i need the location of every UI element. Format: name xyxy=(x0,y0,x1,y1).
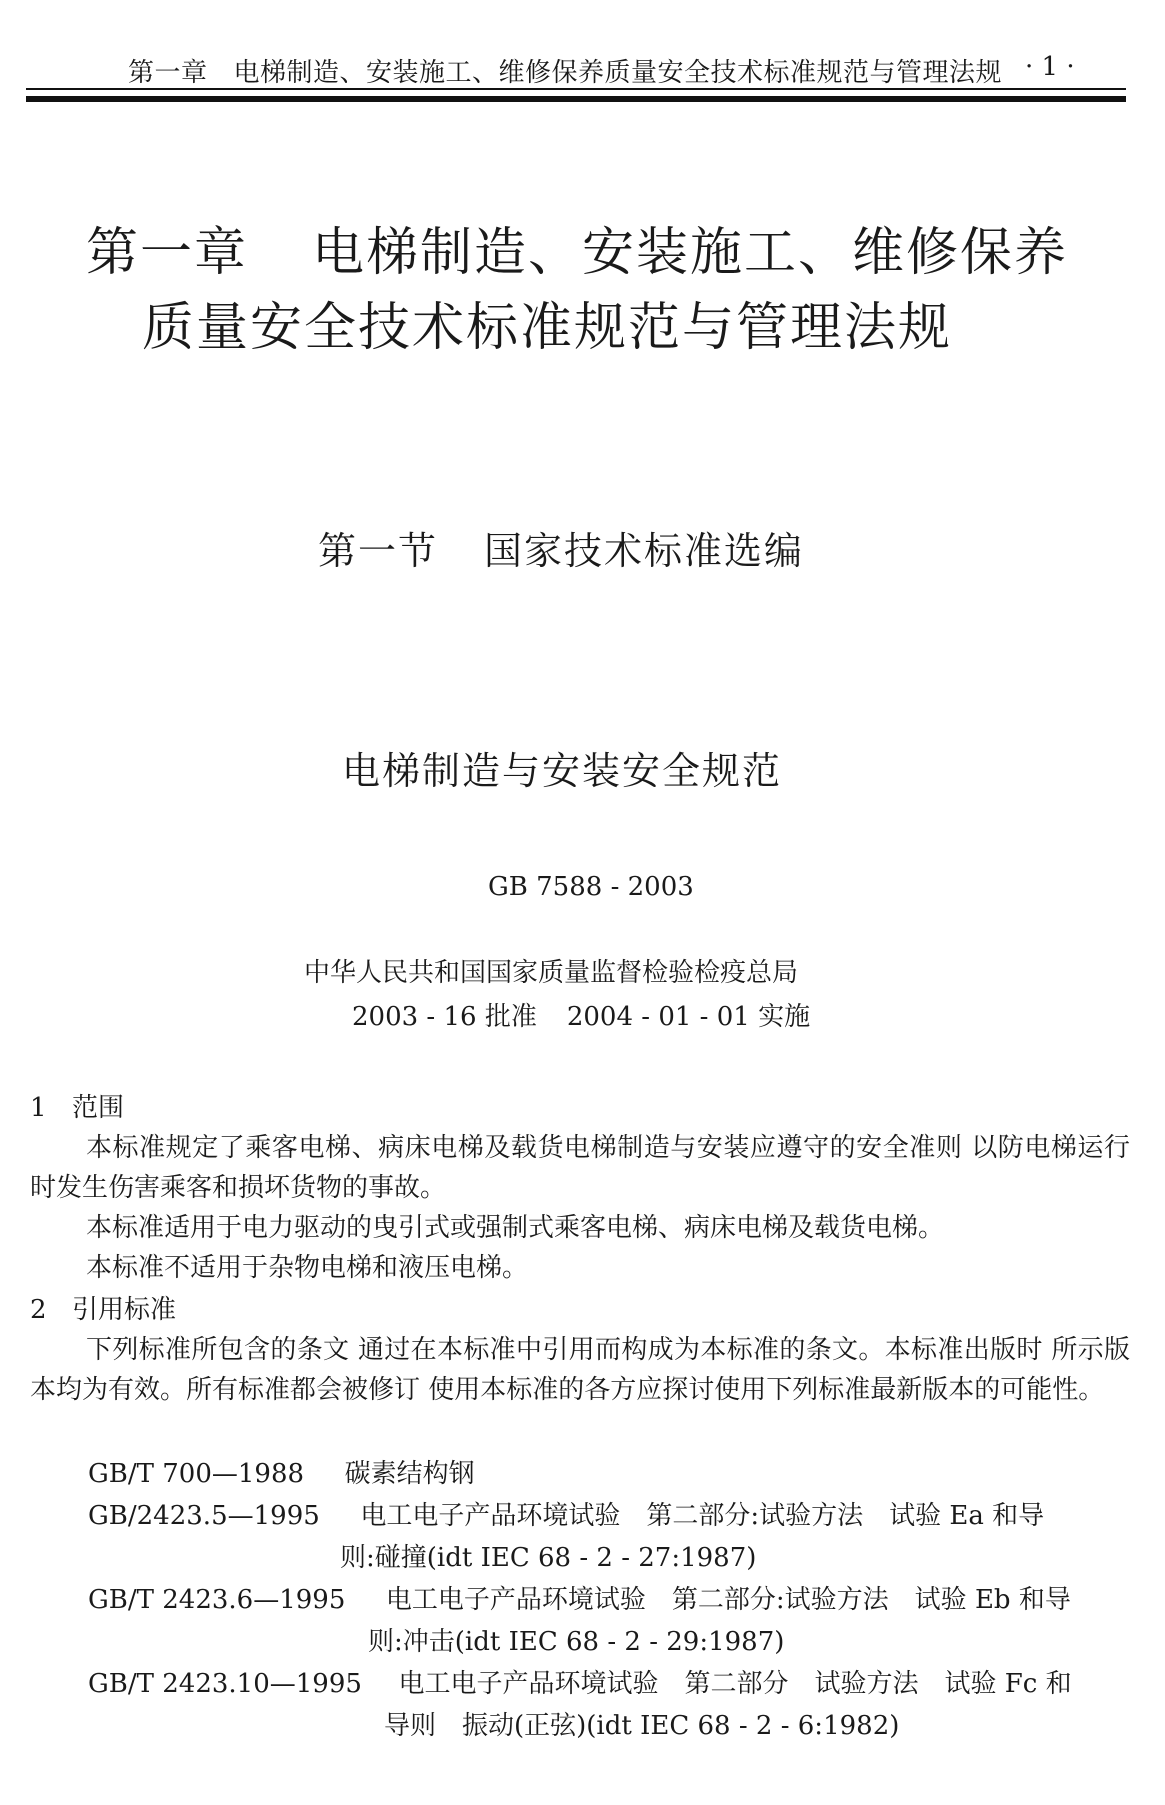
clause-heading-2 xyxy=(30,1290,176,1330)
reference-title: 电工电子产品环境试验 第二部分:试验方法 试验 Eb 和导 xyxy=(385,1585,1071,1615)
clause-1-paragraph-1: 本标准规定了乘客电梯、病床电梯及载货电梯制造与安装应遵守的安全准则 以防电梯运行时发生伤害乘客和损坏货物的事故。 xyxy=(30,1133,1130,1203)
section-title xyxy=(318,520,804,575)
document-title: 电梯制造与安装安全规范 xyxy=(342,749,783,793)
reference-title: 电工电子产品环境试验 第二部分:试验方法 试验 Ea 和导 xyxy=(360,1501,1045,1531)
page-number: · 1 · xyxy=(1025,52,1075,82)
running-header xyxy=(128,52,1002,89)
header-rule-thin xyxy=(26,88,1126,90)
clause-heading-text: 范围 xyxy=(72,1093,125,1123)
standard-number: GB 7588 - 2003 xyxy=(488,872,694,902)
reference-title-continued: 则:碰撞(idt IEC 68 - 2 - 27:1987) xyxy=(340,1543,757,1573)
reference-code: GB/T 2423.10—1995 xyxy=(88,1669,362,1699)
section-label: 第一节 xyxy=(318,529,439,573)
reference-code: GB/T 2423.6—1995 xyxy=(88,1585,346,1615)
chapter-title-part-1: 电梯制造、安装施工、维修保养 xyxy=(312,223,1069,283)
reference-code: GB/2423.5—1995 xyxy=(88,1501,320,1531)
clause-2-paragraph-1: 下列标准所包含的条文 通过在本标准中引用而构成为本标准的条文。本标准出版时 所示版本均为有效。所有标准都会被修订 使用本标准的各方应探讨使用下列标准最新版本的可能性。 xyxy=(30,1335,1130,1405)
reference-title: 电工电子产品环境试验 第二部分 试验方法 试验 Fc 和 xyxy=(398,1669,1072,1699)
effective-date: 2004 - 01 - 01 实施 xyxy=(566,1002,811,1032)
chapter-label: 第一章 xyxy=(86,223,249,283)
clause-number: 2 xyxy=(30,1295,47,1325)
running-header-chapter-title: 电梯制造、安装施工、维修保养质量安全技术标准规范与管理法规 xyxy=(233,58,1003,88)
clause-number: 1 xyxy=(30,1093,47,1123)
clause-heading-text: 引用标准 xyxy=(72,1295,177,1325)
header-rule-thick xyxy=(26,96,1126,102)
clause-1-paragraph-3: 本标准不适用于杂物电梯和液压电梯。 xyxy=(86,1253,529,1283)
reference-code: GB/T 700—1988 xyxy=(88,1459,305,1489)
reference-title-continued: 则:冲击(idt IEC 68 - 2 - 29:1987) xyxy=(368,1627,785,1657)
reference-item xyxy=(88,1454,475,1494)
reference-title-continued: 导则 振动(正弦)(idt IEC 68 - 2 - 6:1982) xyxy=(384,1711,900,1741)
section-title-text: 国家技术标准选编 xyxy=(484,529,805,573)
approval-dates xyxy=(352,996,810,1033)
approval-date: 2003 - 16 批准 xyxy=(352,1002,537,1032)
running-header-chapter-label: 第一章 xyxy=(128,58,208,88)
clause-1-paragraph-2: 本标准适用于电力驱动的曳引式或强制式乘客电梯、病床电梯及载货电梯。 xyxy=(86,1213,945,1243)
clause-heading-1 xyxy=(30,1088,124,1128)
chapter-title-line-2: 质量安全技术标准规范与管理法规 xyxy=(142,298,953,358)
issuing-authority: 中华人民共和国国家质量监督检验检疫总局 xyxy=(304,958,799,988)
reference-item xyxy=(88,1580,1071,1620)
reference-item xyxy=(88,1664,1072,1704)
chapter-title-line-1 xyxy=(86,210,1068,285)
reference-item xyxy=(88,1496,1044,1536)
reference-title: 碳素结构钢 xyxy=(344,1459,475,1489)
